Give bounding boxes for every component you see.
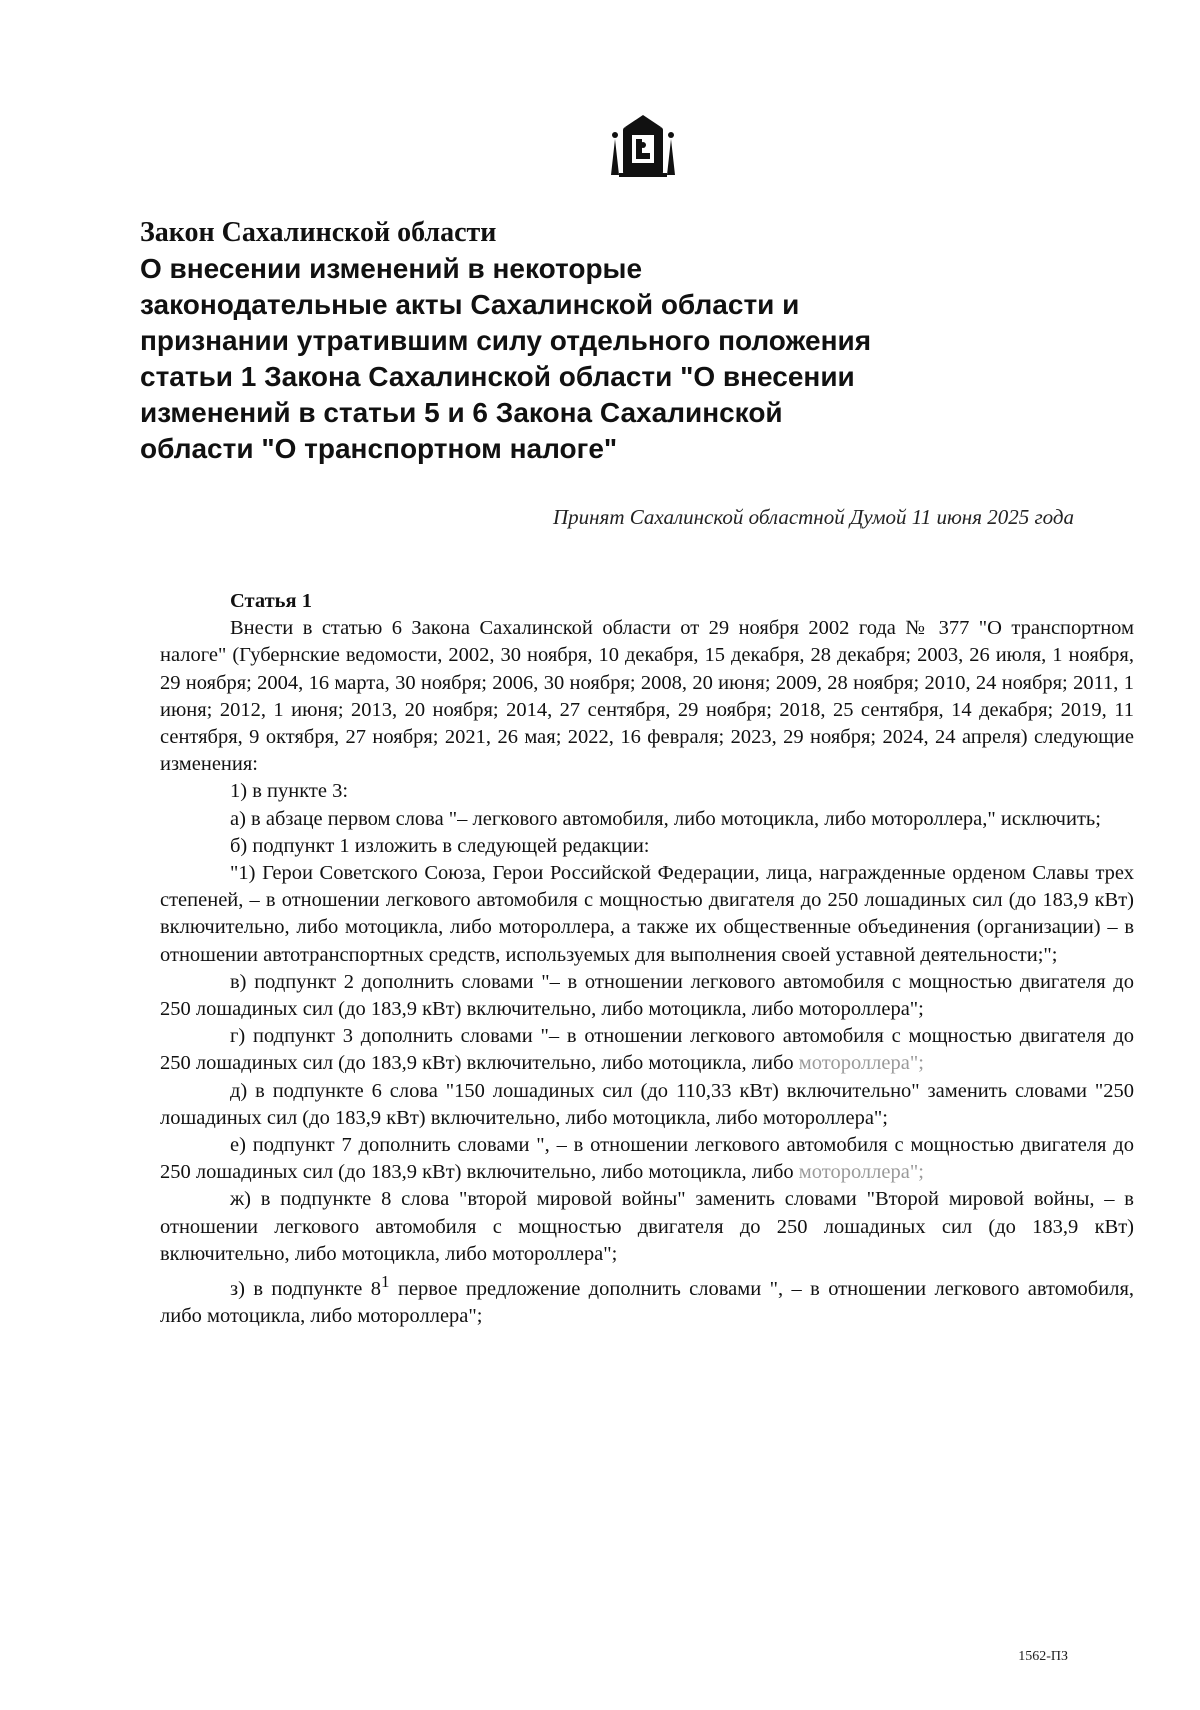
document-code: 1562-ПЗ bbox=[1018, 1649, 1068, 1664]
paragraph: 1) в пункте 3: bbox=[230, 780, 349, 803]
paragraph-text: е) подпункт 7 дополнить словами ", – в отношении легкового автомобиля с мощностью двигателя до 250 лошадиных сил (до 183,9 кВт) включительно, либо мотоцикла, либо bbox=[160, 1134, 1134, 1184]
article-heading: Статья 1 bbox=[230, 590, 312, 612]
paragraph-text-faint: мотороллера"; bbox=[798, 1052, 924, 1075]
paragraph-text: з) в подпункте 8 bbox=[230, 1277, 382, 1300]
paragraph bbox=[160, 1132, 1134, 1186]
article-body bbox=[160, 588, 1134, 1330]
paragraph: "1) Герои Советского Союза, Герои Российской Федерации, лица, награжденные орденом Славы трех степеней, – в отношении легкового автомобиля с мощностью двигателя до 250 лошадиных сил (до 183,9 кВт) включительно, либо мотоцикла, либо мотороллера, а также их общественные объединения (организации) – в отношении автотранспортных средств, используемых для выполнения своей уставной деятельности;"; bbox=[160, 862, 1134, 966]
paragraph bbox=[160, 1023, 1134, 1077]
title-line: признании утратившим силу отдельного положения bbox=[140, 325, 872, 356]
paragraph: б) подпункт 1 изложить в следующей редакции: bbox=[230, 834, 650, 857]
paragraph-text-faint: мотороллера"; bbox=[798, 1161, 924, 1184]
paragraph-text: г) подпункт 3 дополнить словами "– в отношении легкового автомобиля с мощностью двигателя до 250 лошадиных сил (до 183,9 кВт) включительно, либо мотоцикла, либо bbox=[160, 1025, 1134, 1075]
coat-of-arms-icon bbox=[605, 113, 681, 181]
title-line: области "О транспортном налоге" bbox=[140, 433, 618, 464]
adoption-note: Принят Сахалинской областной Думой 11 июня 2025 года bbox=[553, 505, 1074, 529]
paragraph: а) в абзаце первом слова "– легкового автомобиля, либо мотоцикла, либо мотороллера," исключить; bbox=[230, 807, 1101, 830]
paragraph: ж) в подпункте 8 слова "второй мировой войны" заменить словами "Второй мировой войны, – в отношении легкового автомобиля с мощностью двигателя до 250 лошадиных сил (до 183,9 кВт) включительно, либо мотоцикла, либо мотороллера"; bbox=[160, 1188, 1134, 1265]
paragraph-text: первое предложение дополнить словами ", – в отношении легкового автомобиля, либо мотоцикла, либо мотороллера"; bbox=[160, 1277, 1134, 1328]
superscript: 1 bbox=[381, 1272, 390, 1292]
paragraph bbox=[160, 1268, 1134, 1330]
paragraph: в) подпункт 2 дополнить словами "– в отношении легкового автомобиля с мощностью двигателя до 250 лошадиных сил (до 183,9 кВт) включительно, либо мотоцикла, либо мотороллера"; bbox=[160, 970, 1134, 1021]
title-line: Закон Сахалинской области bbox=[140, 217, 497, 248]
title-line: О внесении изменений в некоторые bbox=[140, 253, 643, 284]
law-title bbox=[140, 215, 1080, 467]
paragraph: д) в подпункте 6 слова "150 лошадиных сил (до 110,33 кВт) включительно" заменить словами "250 лошадиных сил (до 183,9 кВт) включительно, либо мотоцикла, либо мотороллера"; bbox=[160, 1079, 1134, 1129]
paragraph: Внести в статью 6 Закона Сахалинской области от 29 ноября 2002 года № 377 "О транспортном налоге" (Губернские ведомости, 2002, 30 ноября, 10 декабря, 15 декабря, 28 декабря; 2003, 26 июля, 1 ноября, 29 ноября; 2004, 16 марта, 30 ноября; 2006, 30 ноября; 2008, 20 июня; 2009, 28 ноября; 2010, 24 ноября; 2011, 1 июня; 2012, 1 июня; 2013, 20 ноября; 2014, 27 сентября, 29 ноября; 2018, 25 сентября, 14 декабря; 2019, 11 сентября, 9 октября, 27 ноября; 2021, 26 мая; 2022, 16 февраля; 2023, 29 ноября; 2024, 24 апреля) следующие изменения: bbox=[160, 617, 1134, 776]
title-line: изменений в статьи 5 и 6 Закона Сахалинской bbox=[140, 397, 783, 428]
title-line: статьи 1 Закона Сахалинской области "О внесении bbox=[140, 361, 855, 392]
title-line: законодательные акты Сахалинской области и bbox=[140, 289, 800, 320]
